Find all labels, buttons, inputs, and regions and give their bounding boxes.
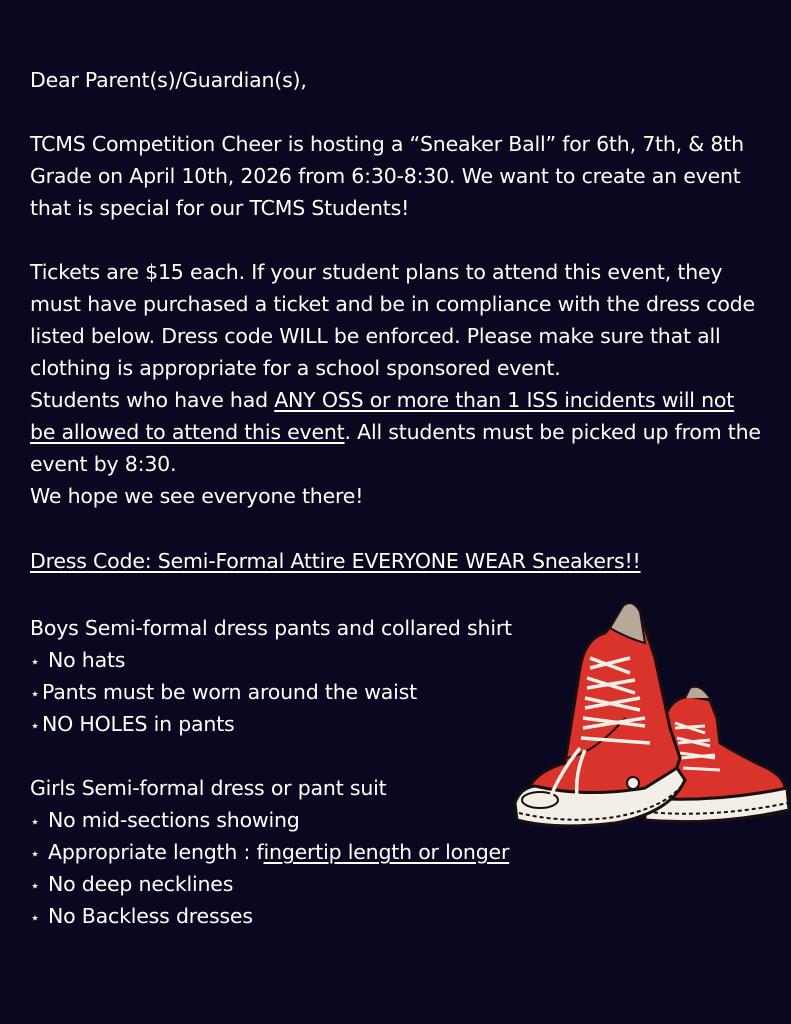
intro-line-3: that is special for our TCMS Students! [30,196,410,220]
fingertip-length: ingertip length or longer [263,840,510,864]
discipline-text: Students who have had [30,388,275,412]
intro-line-1: TCMS Competition Cheer is hosting a “Sneaker Ball” for 6th, 7th, & 8th [30,132,744,156]
tickets-line-3: listed below. Dress code WILL be enforced. Please make sure that all [30,324,721,348]
boys-rule-1: ⋆ No hats [30,644,125,678]
girls-rule-4: ⋆ No Backless dresses [30,900,253,934]
girls-rule-1: ⋆ No mid-sections showing [30,804,300,838]
tickets-line-4: clothing is appropriate for a school sponsored event. [30,356,561,380]
discipline-underlined-2: be allowed to attend this event [30,420,345,444]
discipline-underlined-1: ANY OSS or more than 1 ISS incidents will not [274,388,735,412]
star-icon: ⋆ [30,716,40,735]
intro-line-2: Grade on April 10th, 2026 from 6:30-8:30. We want to create an event [30,164,741,188]
tickets-line-1: Tickets are $15 each. If your student plans to attend this event, they [30,260,723,284]
girls-rule-2: ⋆ Appropriate length : fingertip length or longer [30,836,509,870]
red-sneakers-illustration [505,598,790,843]
star-icon: ⋆ [30,844,40,863]
girls-heading: Girls Semi-formal dress or pant suit [30,776,387,800]
dress-code-title: Dress Code: Semi-Formal Attire EVERYONE WEAR Sneakers!! [30,549,641,573]
star-icon: ⋆ [30,908,40,927]
girls-rule-3: ⋆ No deep necklines [30,868,233,902]
star-icon: ⋆ [30,652,40,671]
closing-line: We hope we see everyone there! [30,484,364,508]
boys-heading: Boys Semi-formal dress pants and collared shirt [30,616,512,640]
star-icon: ⋆ [30,684,40,703]
boys-rule-2: ⋆ Pants must be worn around the waist [30,676,417,710]
star-icon: ⋆ [30,812,40,831]
pickup-text: . All students must be picked up from the [344,420,761,444]
front-sneaker [515,603,685,826]
pickup-line: event by 8:30. [30,452,177,476]
discipline-line-2 [30,416,761,448]
greeting: Dear Parent(s)/Guardian(s), [30,68,307,92]
star-icon: ⋆ [30,876,40,895]
boys-rule-3: ⋆ NO HOLES in pants [30,708,235,742]
tickets-line-2: must have purchased a ticket and be in compliance with the dress code [30,292,755,316]
discipline-line-1 [30,384,734,416]
